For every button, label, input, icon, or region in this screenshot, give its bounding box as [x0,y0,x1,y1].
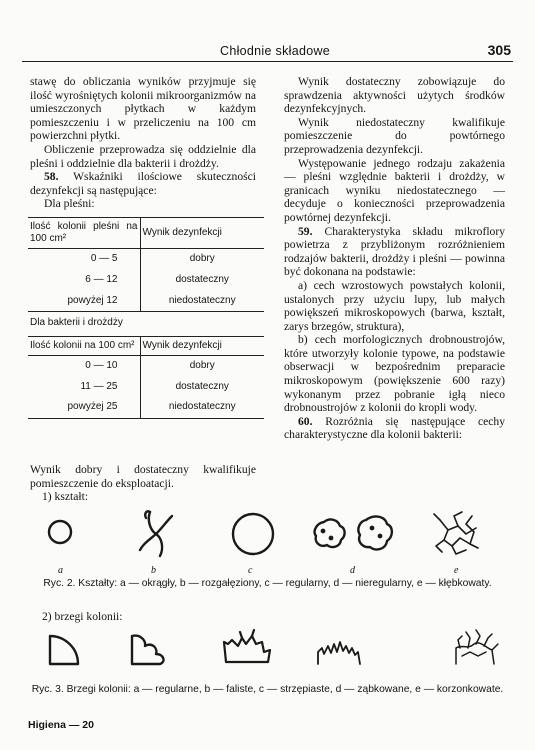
shape-label-c: c [248,565,253,576]
edge-wavy [132,636,163,664]
table-cell: dobry [189,253,215,265]
table-cell: dostateczny [175,274,229,286]
table-cell: 0 — 10 [28,355,140,376]
table-cell: powyżej 25 [28,397,140,418]
table-header: Ilość kolonii pleśni na 100 cm² [28,217,140,248]
table-cell: 11 — 25 [28,376,140,397]
shape-irregular [315,517,392,550]
table-caption-bacteria: Dla bakterii i drożdży [30,316,123,328]
chapter-title: Chłodnie składowe [220,44,331,58]
table-caption-molds: Dla pleśni: [44,197,95,211]
paragraph: stawę do obliczania wyników przyjmuje się ilość wyrośniętych kolonii mikroorganizmów na umieszczonych płytkach w każdym pomieszczeniu i w przeliczeniu na 100 cm powierzchni płytki. [30,75,256,143]
list-item-b: b) cech morfologicznych drobnoustrojów, które utworzyły kolonie typowe, na podstawie obserwacji w bezpośrednim preparacie mikroskopowym (powiększenie 600 razy) wykonanym przez pobranie igłą nieco drobnoustrojów z kolonii do kropli wody. [284,333,505,415]
edge-rhizoid [456,630,498,664]
shape-tangled [434,512,478,554]
section-number: 59. [298,224,313,238]
section-number: 60. [298,414,313,428]
edge-serrated [318,642,360,664]
shape-branched [140,511,172,556]
table-header: Ilość kolonii na 100 cm² [28,336,140,355]
table-cell: niedostateczny [140,290,264,311]
paragraph: Obliczenie przeprowadza się oddzielnie dla pleśni i oddzielnie dla bakterii i drożdży. [30,142,256,170]
paragraph: Wynik niedostateczny kwalifikuje pomieszczenie do powtórnego przeprowadzenia dezynfekcji. [284,115,505,156]
section-number: 58. [44,170,59,184]
shape-label-a: a [58,565,63,576]
list-heading-edges: 2) brzegi kolonii: [42,610,123,623]
list-item-a: a) cech wzrostowych powstałych kolonii, ustalonych przy użyciu lupy, lub małych powiększeń mikroskopowych (barwa, kształt, zarys brzegów, struktura), [284,278,505,333]
shape-label-e: e [454,565,459,576]
table-header: Wynik dezynfekcji [140,217,264,248]
paragraph-text: Rozróżnia się następujące cechy charakterystyczne dla kolonii bakterii: [284,414,505,442]
paragraph-text: Charakterystyka składu mikroflory powietrza z przybliżonym rozróżnieniem rodzajów bakterii, drożdży i pleśni — powinna być dokonana na podstawie: [284,224,505,279]
table-cell: powyżej 12 [28,290,140,311]
page-footer: Higiena — 20 [28,719,94,731]
paragraph-text: Wskaźniki ilościowe skuteczności dezynfekcji są następujące: [30,170,256,197]
paragraph: Występowanie jednego rodzaju zakażenia — pleśni względnie bakterii i drożdży, w granicach wyniku niedostatecznego — decyduje o konieczności przeprowadzenia powtórnej dezynfekcji. [284,156,505,224]
figure-2-caption: Ryc. 2. Kształty: a — okrągły, b — rozgałęziony, c — regularny, d — nieregularny, e — kłębkowaty. [43,578,492,589]
shape-regular [233,514,273,554]
shape-label-d: d [350,565,355,576]
shape-label-b: b [151,565,156,576]
shape-round [49,521,71,543]
table-cell: niedostateczny [140,397,264,418]
table-cell: dobry [189,359,215,371]
table-cell: 6 — 12 [28,269,140,290]
edge-regular [50,636,78,664]
page-number: 305 [487,42,511,58]
table-cell: dostateczny [175,380,229,392]
table-header: Wynik dezynfekcji [140,336,264,355]
figure-3-caption: Ryc. 3. Brzegi kolonii: a — regularne, b — faliste, c — strzępiaste, d — ząbkowane, e — korzonkowate. [31,684,504,695]
paragraph: Wynik dostateczny zobowiązuje do sprawdzenia aktywności użytych środków dezynfekcyjnych. [284,75,505,116]
edge-filamentous [224,630,270,662]
paragraph: Wynik dobry i dostateczny kwalifikuje pomieszczenie do eksploatacji. [30,463,256,490]
list-heading-shape: 1) kształt: [42,490,89,504]
table-cell: 0 — 5 [28,248,140,269]
